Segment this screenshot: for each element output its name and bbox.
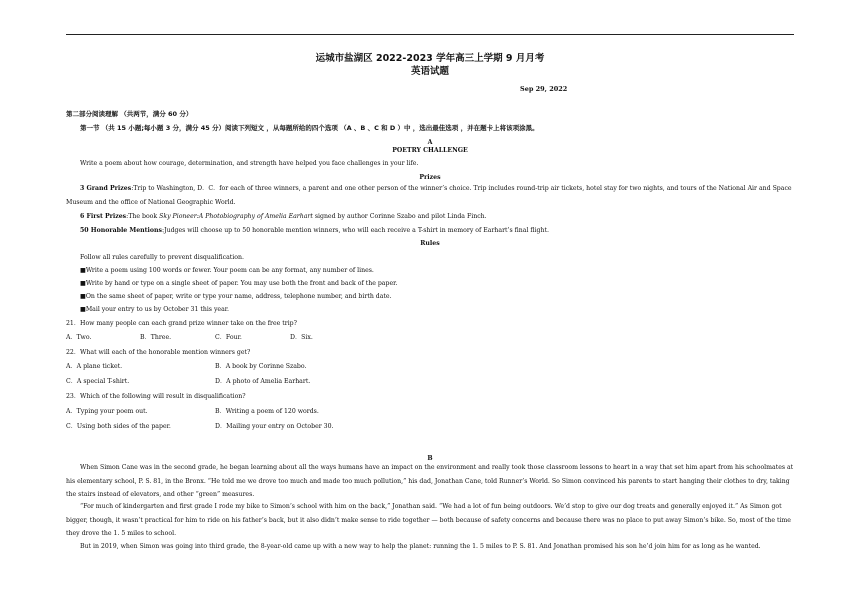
exam-date: Sep 29, 2022: [520, 85, 568, 93]
grand-prizes-paragraph: [66, 182, 796, 209]
first-prizes-label: 6 First Prizes: [80, 213, 127, 220]
honorable-label: 50 Honorable Mentions: [80, 227, 163, 234]
q22-option-b: B．A book by Corinne Szabo.: [215, 363, 307, 370]
rule-item: ■Write by hand or type on a single sheet of paper. You may use both the front and back of the paper.: [80, 280, 398, 287]
prizes-heading: Prizes: [419, 174, 441, 181]
passage-b-letter: B: [427, 455, 433, 462]
rule-item: ■Mail your entry to us by October 31 this year.: [80, 306, 230, 313]
section-heading: 第二部分阅读理解 （共两节，满分 60 分）: [66, 110, 193, 118]
rules-intro: Follow all rules carefully to prevent disqualification.: [80, 254, 244, 261]
question-21: 21．How many people can each grand prize winner take on the free trip?: [66, 320, 297, 327]
question-22: 22．What will each of the honorable mention winners get?: [66, 349, 251, 356]
first-prizes-text: :The book: [126, 213, 160, 220]
rules-heading: Rules: [420, 240, 440, 247]
section-instruction: 第一节 （共 15 小题;每小题 3 分，满分 45 分）阅读下列短文 ，从每题所给的四个选项 （A 、B 、C 和 D ）中 ，选出最佳选项 ，并在题卡上将该项涂黑。: [80, 124, 539, 132]
q22-option-a: A．A plane ticket.: [66, 363, 123, 370]
q22-option-c: C．A special T-shirt.: [66, 378, 130, 385]
first-prizes-line: [80, 213, 487, 221]
exam-title: 运城市盐湖区 2022-2023 学年高三上学期 9 月月考: [315, 53, 545, 64]
first-prizes-text-end: signed by author Corinne Szabo and pilot Linda Finch.: [312, 213, 487, 220]
grand-prizes-text: :Trip to Washington, D．C．for each of three winners, a parent and one other person of the winner’s choice. Trip includes round-trip air tickets, hotel stay for two nights, and tours of the National Air and Space Museum and the office of National Geographic World.: [66, 185, 792, 206]
book-title: Sky Pioneer:A Photobiography of Amelia Earhart: [159, 213, 313, 220]
grand-prizes-label: 3 Grand Prizes: [80, 185, 132, 192]
q23-option-d: D．Mailing your entry on October 30.: [215, 423, 334, 430]
q21-option-c: C．Four.: [215, 334, 242, 341]
rule-item: ■Write a poem using 100 words or fewer. Your poem can be any format, any number of lines.: [80, 267, 374, 274]
honorable-line: [80, 227, 549, 235]
passage-a-letter: A: [427, 139, 433, 146]
passage-b-paragraph: But in 2019, when Simon was going into third grade, the 8-year-old came up with a new way to help the planet: running the 1. 5 miles to P. S. 81. And Jonathan promised his son he’d join him for as long as he wanted.: [80, 543, 761, 550]
q21-option-d: D．Six.: [290, 334, 313, 341]
passage-b-paragraph: When Simon Cane was in the second grade, he began learning about all the ways humans have an impact on the environment and really took those classroom lessons to heart in a way that set him apart from his schoolmates at his elementary school, P. S. 81, in the Bronx. “He told me we drove too much and made too much pollution,” his dad, Jonathan Cane, told Runner’s World. So Simon convinced his parents to start hanging their clothes to dry, taking the stairs instead of elevators, and other “green” measures.: [66, 464, 794, 498]
q22-option-d: D．A photo of Amelia Earhart.: [215, 378, 311, 385]
exam-subtitle: 英语试题: [410, 66, 449, 77]
q21-option-a: A．Two.: [66, 334, 92, 341]
q23-option-b: B．Writing a poem of 120 words.: [215, 408, 319, 415]
q21-option-b: B．Three.: [140, 334, 172, 341]
passage-a-intro: Write a poem about how courage, determination, and strength have helped you face challenges in your life.: [80, 160, 419, 167]
passage-a-heading: POETRY CHALLENGE: [392, 147, 468, 154]
honorable-text: :Judges will choose up to 50 honorable mention winners, who will each receive a T-shirt in memory of Earhart’s final flight.: [162, 227, 549, 234]
q23-option-a: A．Typing your poem out.: [66, 408, 148, 415]
passage-b-paragraph: “For much of kindergarten and first grade I rode my bike to Simon’s school with him on the back,” Jonathan said. “We had a lot of fun being outdoors. We’d stop to give our dog treats and generally enjoyed it.” As Simon got bigger, though, it wasn’t practical for him to ride on his father’s back, but it also didn’t make sense to ride together — both because of safety concerns and because there was no place to put away Simon’s bike. So, most of the time they drove the 1. 5 miles to school.: [66, 503, 791, 537]
top-rule: [66, 34, 794, 35]
rule-item: ■On the same sheet of paper, write or type your name, address, telephone number, and birth date.: [80, 293, 392, 300]
question-23: 23．Which of the following will result in disqualification?: [66, 393, 246, 400]
q23-option-c: C．Using both sides of the paper.: [66, 423, 171, 430]
